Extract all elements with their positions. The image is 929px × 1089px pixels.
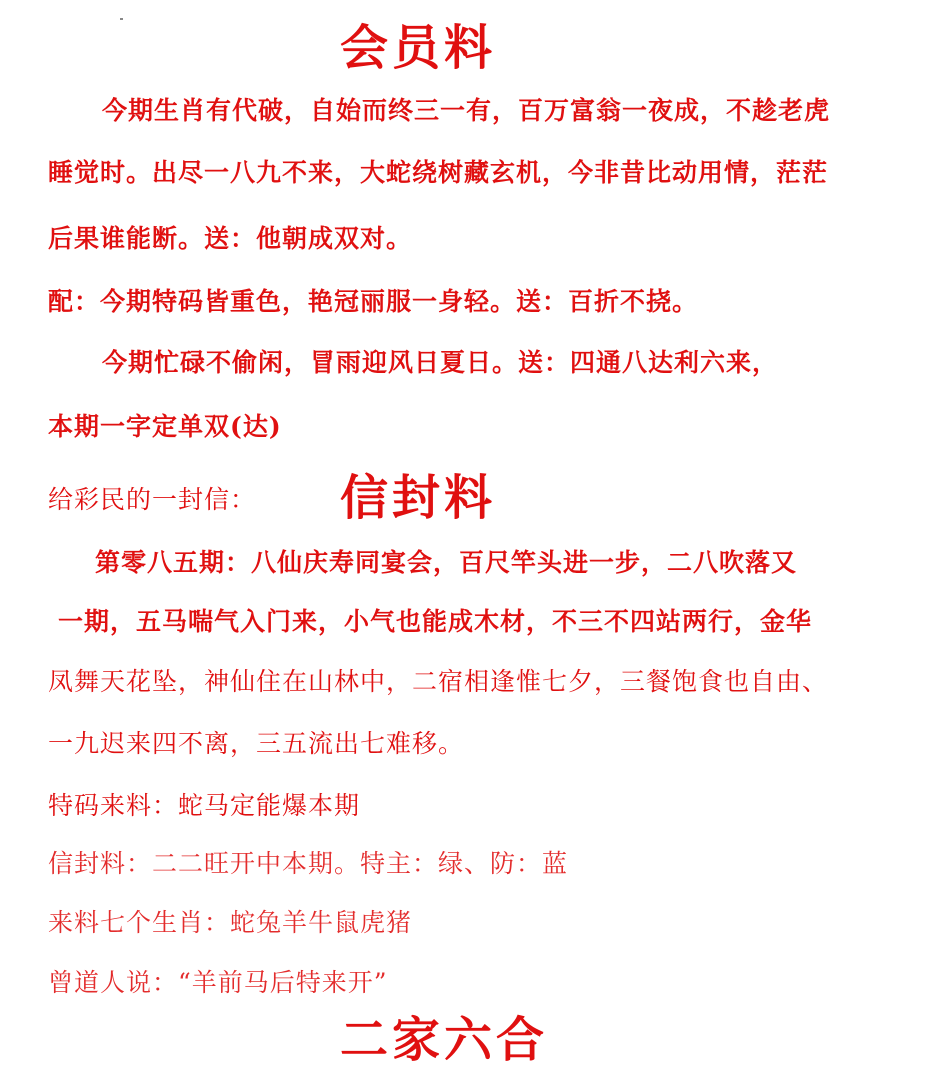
footer-title: 二家六合 [340,1012,549,1068]
members-line-6: 本期一字定单双(达) [48,412,282,441]
envelope-line-2: 一期，五马喘气入门来，小气也能成木材，不三不四站两行，金华 [58,607,813,636]
taoist-saying-line: 曾道人说：“羊前马后特来开” [48,968,388,997]
envelope-line-1: 第零八五期：八仙庆寿同宴会，百尺竿头进一步，二八吹落又 [95,548,798,577]
special-code-line: 特码来料：蛇马定能爆本期 [48,791,361,820]
members-line-4: 配：今期特码皆重色，艳冠丽服一身轻。送：百折不挠。 [48,287,699,316]
members-line-2: 睡觉时。出尽一八九不来，大蛇绕树藏玄机，今非昔比动用情，茫茫 [48,158,829,187]
members-title: 会员料 [340,20,497,76]
scan-speck [120,18,123,20]
members-line-5: 今期忙碌不偷闲，冒雨迎风日夏日。送：四通八达利六来， [102,348,779,377]
envelope-intro: 给彩民的一封信： [48,485,257,514]
seven-zodiac-line: 来料七个生肖：蛇兔羊牛鼠虎猪 [48,908,413,937]
envelope-line-4: 一九迟来四不离，三五流出七难移。 [48,729,465,758]
envelope-line-3: 凤舞天花坠，神仙住在山林中，二宿相逢惟七夕，三餐饱食也自由、 [48,667,829,696]
envelope-title: 信封料 [340,470,497,526]
members-line-1: 今期生肖有代破，自始而终三一有，百万富翁一夜成，不趁老虎 [102,96,831,125]
envelope-note-line: 信封料：二二旺开中本期。特主：绿、防：蓝 [48,849,569,878]
members-line-3: 后果谁能断。送：他朝成双对。 [48,224,413,253]
